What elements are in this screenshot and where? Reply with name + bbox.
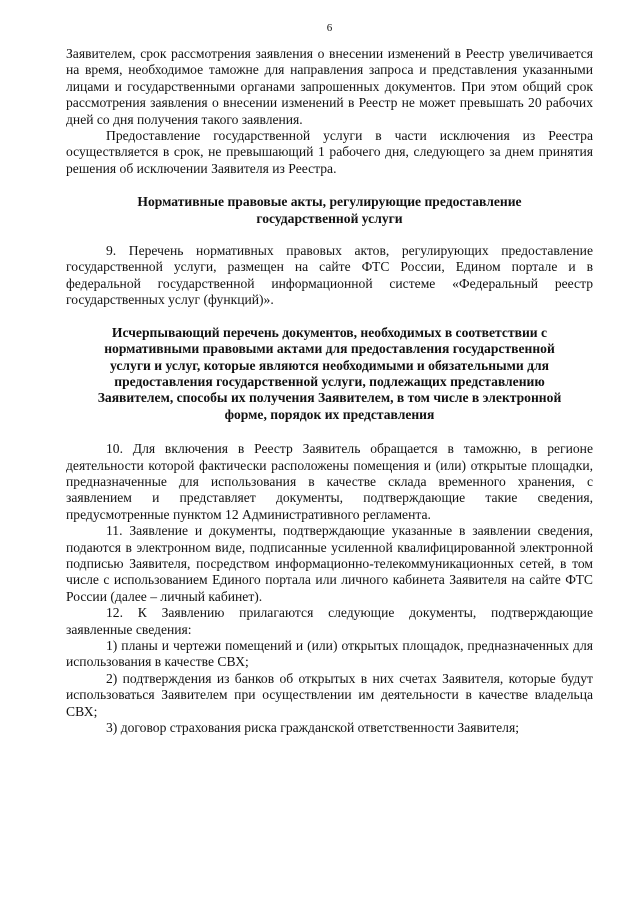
heading-documents-line4: предоставления государственной услуги, подлежащих представлению — [114, 373, 545, 389]
heading-legal-acts — [66, 194, 593, 227]
heading-documents-line2: нормативными правовыми актами для предоставления государственной — [104, 341, 555, 357]
page-number: 6 — [326, 22, 333, 34]
heading-documents-line6: форме, порядок их представления — [224, 406, 435, 422]
list-item-plans: 1) планы и чертежи помещений и (или) открытых площадок, предназначенных для использования в качестве СВХ; — [66, 638, 593, 670]
paragraph-item-12: 12. К Заявлению прилагаются следующие документы, подтверждающие заявленные сведения: — [66, 605, 593, 637]
paragraph-item-9: 9. Перечень нормативных правовых актов, регулирующих предоставление государственной услуги, размещен на сайте ФТС России, Едином портале и в федеральной государственной информационной системе «Федеральный реестр государственных услуг (функций)». — [66, 243, 593, 308]
heading-legal-acts-line1: Нормативные правовые акты, регулирующие предоставление — [137, 194, 522, 210]
heading-documents-list — [66, 325, 593, 423]
heading-documents-line5: Заявителем, способы их получения Заявителем, в том числе в электронной — [97, 390, 562, 406]
paragraph-item-11: 11. Заявление и документы, подтверждающие указанные в заявлении сведения, подаются в электронном виде, подписанные усиленной квалифицированной электронной подписью Заявителя, посредством информационно-телекоммуникационных сетей, в том числе с использованием Единого портала или личного кабинета Заявителя на сайте ФТС России (далее – личный кабинет). — [66, 523, 593, 604]
paragraph-continuation: Заявителем, срок рассмотрения заявления о внесении изменений в Реестр увеличивается на время, необходимое таможне для направления запроса и представления указанными лицами и государственными органами запрошенных документов. При этом общий срок рассмотрения заявления о внесении изменений в Реестр не может превышать 20 рабочих дней со дня получения такого заявления. — [66, 46, 593, 127]
paragraph-exclusion-term: Предоставление государственной услуги в части исключения из Реестра осуществляется в срок, не превышающий 1 рабочего дня, следующего за днем принятия решения об исключении Заявителя из Реестра. — [66, 128, 593, 176]
heading-documents-line3: услуги и услуг, которые являются необходимыми и обязательными для — [109, 357, 549, 373]
list-item-bank-confirmations: 2) подтверждения из банков об открытых в них счетах Заявителя, которые будут использоваться Заявителем при осуществлении им деятельности в качестве владельца СВХ; — [66, 670, 593, 719]
list-item-insurance-contract: 3) договор страхования риска гражданской ответственности Заявителя; — [106, 720, 519, 736]
heading-documents-line1: Исчерпывающий перечень документов, необходимых в соответствии с — [111, 324, 548, 340]
paragraph-item-10: 10. Для включения в Реестр Заявитель обращается в таможню, в регионе деятельности которой фактически расположены помещения и (или) открытые площадки, предназначенные для использования в качестве склада временного хранения, с заявлением и представляет документы, подтверждающие такие сведения, предусмотренные пунктом 12 Административного регламента. — [66, 441, 593, 522]
heading-legal-acts-line2: государственной услуги — [256, 210, 403, 226]
